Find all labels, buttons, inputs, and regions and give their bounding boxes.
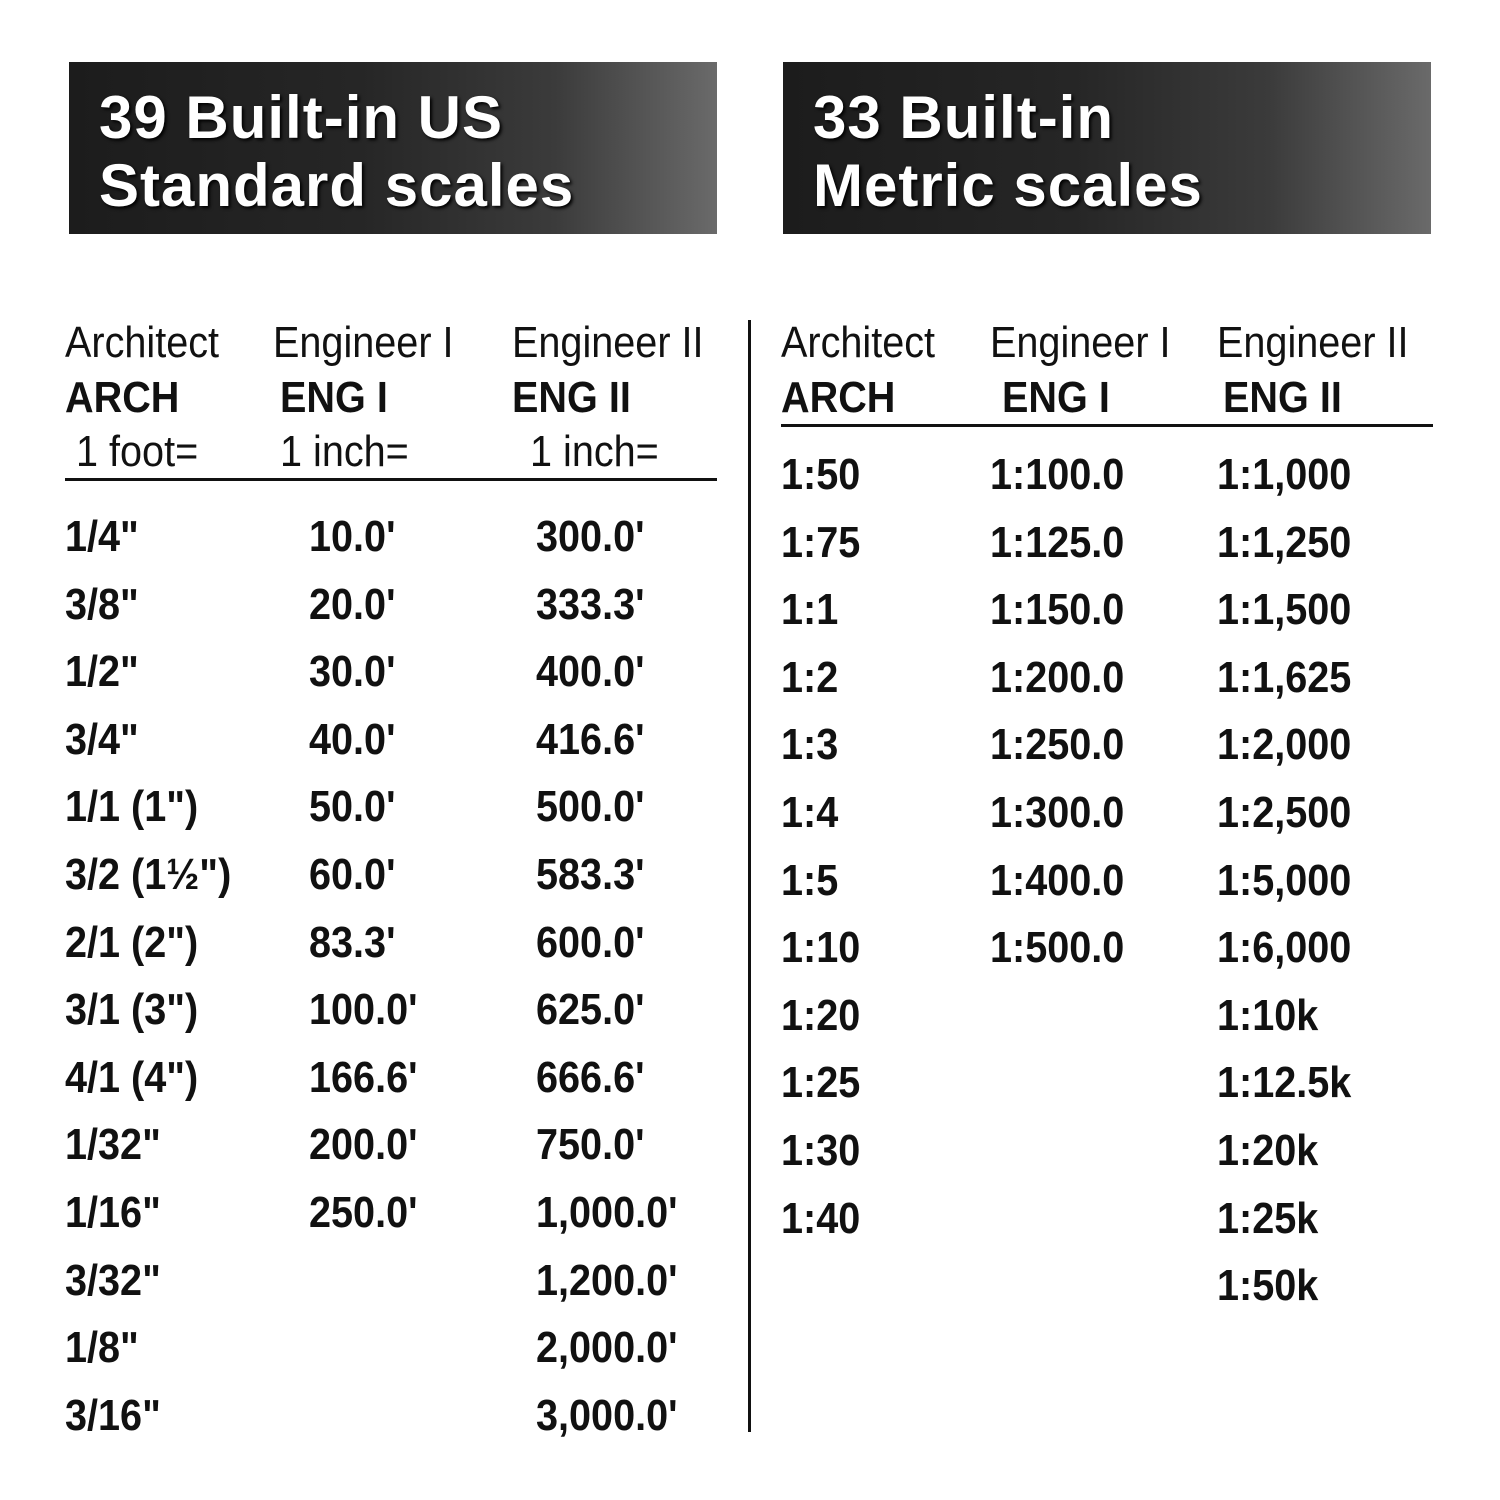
us-eng2-cell: 1,200.0' xyxy=(536,1255,678,1305)
us-arch-cell: 3/1 (3") xyxy=(65,985,199,1035)
us-eng1-cell: 10.0' xyxy=(309,512,396,561)
us-arch-cell: 1/1 (1") xyxy=(65,782,199,832)
metric-eng1-cell: 1:500.0 xyxy=(990,923,1125,973)
metric-eng2-cell: 1:1,250 xyxy=(1217,517,1352,567)
metric-eng2-cell: 1:25k xyxy=(1217,1193,1319,1243)
metric-eng2-cell: 1:2,000 xyxy=(1217,720,1352,770)
metric-arch-title: Architect xyxy=(781,318,936,367)
us-eng2-cell: 3,000.0' xyxy=(536,1390,678,1440)
us-arch-cell: 1/16" xyxy=(65,1188,161,1237)
us-eng2-cell: 400.0' xyxy=(536,647,645,697)
metric-eng2-cell: 1:1,500 xyxy=(1217,585,1352,635)
banner-line: 39 Built-in US xyxy=(99,84,504,151)
us-eng2-cell: 600.0' xyxy=(536,917,645,967)
metric-arch-cell: 1:40 xyxy=(781,1193,861,1243)
metric-eng1-cell: 1:250.0 xyxy=(990,720,1125,770)
us-arch-cell: 1/2" xyxy=(65,647,139,697)
us-eng2-title: Engineer II xyxy=(512,318,704,367)
metric-eng1-cell: 1:100.0 xyxy=(990,450,1125,499)
us-arch-cell: 3/8" xyxy=(65,579,139,629)
us-arch-cell: 3/2 (1½") xyxy=(65,850,232,899)
us-eng2-unit: 1 inch= xyxy=(530,427,659,476)
metric-eng2-cell: 1:20k xyxy=(1217,1126,1319,1175)
metric-eng2-cell: 1:5,000 xyxy=(1217,855,1352,905)
us-arch-cell: 1/8" xyxy=(65,1323,139,1373)
us-eng2-cell: 750.0' xyxy=(536,1120,645,1170)
us-eng1-cell: 20.0' xyxy=(309,579,396,629)
us-standard-banner xyxy=(69,62,717,234)
us-eng2-cell: 416.6' xyxy=(536,714,645,764)
us-eng1-cell: 250.0' xyxy=(309,1188,418,1237)
metric-eng1-title: Engineer I xyxy=(990,318,1171,367)
metric-arch-cell: 1:75 xyxy=(781,517,861,567)
us-eng2-cell: 2,000.0' xyxy=(536,1323,678,1373)
us-eng1-abbr: ENG I xyxy=(280,373,388,422)
us-arch-cell: 1/32" xyxy=(65,1120,161,1170)
us-eng1-cell: 60.0' xyxy=(309,850,396,899)
us-eng2-abbr: ENG II xyxy=(512,373,631,422)
metric-eng1-cell: 1:125.0 xyxy=(990,517,1125,567)
metric-eng2-cell: 1:6,000 xyxy=(1217,923,1352,973)
us-eng1-cell: 166.6' xyxy=(309,1052,418,1102)
metric-arch-cell: 1:20 xyxy=(781,990,861,1040)
metric-eng2-cell: 1:50k xyxy=(1217,1261,1319,1311)
us-arch-cell: 1/4" xyxy=(65,512,139,561)
metric-eng1-abbr: ENG I xyxy=(1002,373,1110,422)
metric-arch-cell: 1:10 xyxy=(781,923,861,973)
metric-eng2-cell: 1:1,625 xyxy=(1217,652,1352,702)
metric-eng1-cell: 1:150.0 xyxy=(990,585,1125,635)
metric-arch-cell: 1:1 xyxy=(781,585,839,635)
metric-arch-cell: 1:3 xyxy=(781,720,839,770)
metric-eng2-cell: 1:2,500 xyxy=(1217,788,1352,837)
banner-line: Metric scales xyxy=(813,152,1203,219)
metric-eng1-cell: 1:300.0 xyxy=(990,788,1125,837)
us-eng2-cell: 625.0' xyxy=(536,985,645,1035)
metric-eng2-cell: 1:1,000 xyxy=(1217,450,1352,499)
metric-eng2-abbr: ENG II xyxy=(1223,373,1342,422)
metric-arch-cell: 1:25 xyxy=(781,1058,861,1108)
us-arch-cell: 3/4" xyxy=(65,714,139,764)
metric-eng2-cell: 1:10k xyxy=(1217,990,1319,1040)
metric-arch-cell: 1:2 xyxy=(781,652,839,702)
us-eng1-cell: 50.0' xyxy=(309,782,396,832)
us-arch-cell: 3/16" xyxy=(65,1390,161,1440)
us-eng2-cell: 333.3' xyxy=(536,579,645,629)
us-eng1-cell: 40.0' xyxy=(309,714,396,764)
us-eng1-title: Engineer I xyxy=(273,318,454,367)
us-header-rule xyxy=(65,478,717,481)
us-eng2-cell: 583.3' xyxy=(536,850,645,899)
metric-eng2-cell: 1:12.5k xyxy=(1217,1058,1352,1108)
us-eng1-unit: 1 inch= xyxy=(280,427,409,476)
us-arch-abbr: ARCH xyxy=(65,373,180,422)
us-eng1-cell: 30.0' xyxy=(309,647,396,697)
us-eng1-cell: 83.3' xyxy=(309,917,396,967)
metric-eng1-cell: 1:400.0 xyxy=(990,855,1125,905)
us-arch-title: Architect xyxy=(65,318,220,367)
banner-line: 33 Built-in xyxy=(813,84,1115,151)
section-divider xyxy=(748,320,751,1432)
metric-header-rule xyxy=(781,424,1433,427)
metric-arch-cell: 1:4 xyxy=(781,788,839,837)
us-eng1-cell: 200.0' xyxy=(309,1120,418,1170)
us-eng2-cell: 500.0' xyxy=(536,782,645,832)
us-arch-cell: 2/1 (2") xyxy=(65,917,199,967)
metric-banner xyxy=(783,62,1431,234)
metric-eng1-cell: 1:200.0 xyxy=(990,652,1125,702)
metric-eng2-title: Engineer II xyxy=(1217,318,1409,367)
metric-arch-abbr: ARCH xyxy=(781,373,896,422)
us-eng2-cell: 300.0' xyxy=(536,512,645,561)
us-eng2-cell: 666.6' xyxy=(536,1052,645,1102)
metric-arch-cell: 1:50 xyxy=(781,450,861,499)
us-eng2-cell: 1,000.0' xyxy=(536,1188,678,1237)
banner-line: Standard scales xyxy=(99,152,575,219)
us-arch-unit: 1 foot= xyxy=(76,427,199,476)
metric-arch-cell: 1:30 xyxy=(781,1126,861,1175)
us-eng1-cell: 100.0' xyxy=(309,985,418,1035)
us-arch-cell: 3/32" xyxy=(65,1255,161,1305)
us-arch-cell: 4/1 (4") xyxy=(65,1052,199,1102)
metric-arch-cell: 1:5 xyxy=(781,855,839,905)
